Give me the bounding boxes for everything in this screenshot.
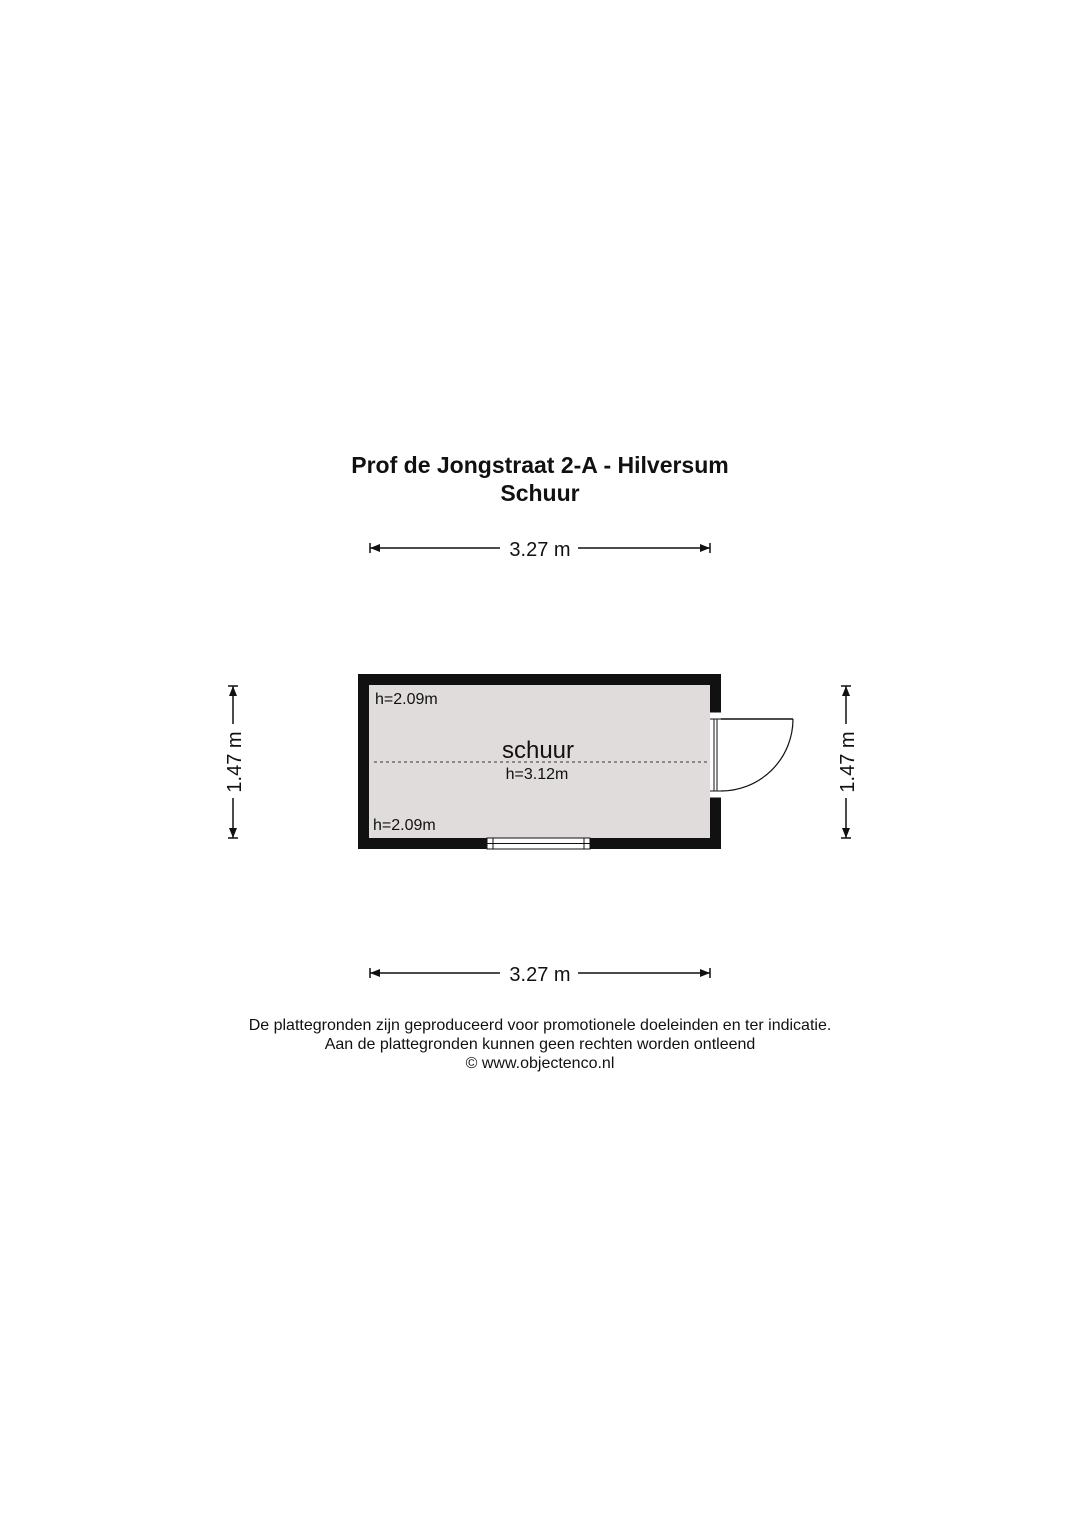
door: [710, 712, 793, 798]
arrow-right-icon: [700, 544, 710, 552]
door-swing-arc: [721, 719, 793, 791]
window: [487, 838, 590, 849]
dimension-top: [370, 539, 710, 561]
eave-height-top-label: h=2.09m: [375, 691, 438, 708]
arrow-down-icon: [842, 828, 850, 838]
floor-title: Schuur: [500, 480, 580, 506]
arrow-left-icon: [370, 544, 380, 552]
dimension-right: [837, 686, 859, 838]
dimension-bottom-label: 3.27 m: [509, 964, 571, 986]
ridge-height-label: h=3.12m: [505, 766, 569, 783]
dimension-top-label: 3.27 m: [509, 539, 571, 561]
dimension-left: [224, 686, 246, 838]
eave-height-bottom-label: h=2.09m: [373, 817, 436, 834]
arrow-up-icon: [229, 686, 237, 696]
room-name: schuur: [501, 737, 575, 764]
copyright-line: © www.objectenco.nl: [465, 1055, 615, 1072]
dimension-left-label: 1.47 m: [224, 731, 246, 793]
dimension-right-label: 1.47 m: [837, 731, 859, 793]
dimension-bottom: [370, 964, 710, 986]
arrow-right-icon: [700, 969, 710, 977]
arrow-left-icon: [370, 969, 380, 977]
disclaimer-line: De plattegronden zijn geproduceerd voor promotionele doeleinden en ter indicatie.: [248, 1017, 832, 1034]
disclaimer-line: Aan de plattegronden kunnen geen rechten worden ontleend: [324, 1036, 756, 1053]
arrow-up-icon: [842, 686, 850, 696]
arrow-down-icon: [229, 828, 237, 838]
plan-title: Prof de Jongstraat 2-A - Hilversum: [351, 452, 729, 478]
